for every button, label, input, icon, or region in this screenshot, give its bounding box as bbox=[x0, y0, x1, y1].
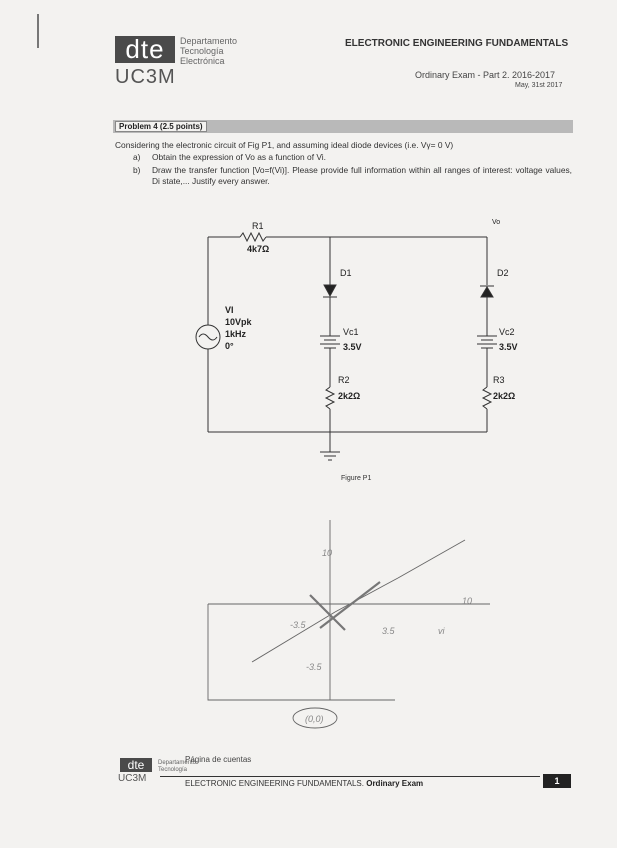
d1-name: D1 bbox=[340, 268, 352, 278]
logo-department: Departamento Tecnología Electrónica bbox=[180, 36, 238, 66]
course-title: ELECTRONIC ENGINEERING FUNDAMENTALS bbox=[345, 38, 569, 49]
footer-dte-logo: dte bbox=[120, 758, 152, 772]
item-a-marker: a) bbox=[133, 152, 141, 162]
r3-name: R3 bbox=[493, 375, 505, 385]
vi-amplitude: 10Vpk bbox=[225, 317, 252, 327]
uc3m-logo: UC3M bbox=[115, 66, 176, 88]
vi-frequency: 1kHz bbox=[225, 329, 247, 339]
exam-date: May, 31st 2017 bbox=[515, 82, 563, 89]
sketch-ann-3-5: 3.5 bbox=[382, 626, 395, 636]
sketch-ann-origin: (0,0) bbox=[305, 714, 324, 724]
sketch-ann-minus-3-5b: -3.5 bbox=[306, 662, 322, 672]
vc1-name: Vc1 bbox=[343, 327, 359, 337]
vc2-value: 3.5V bbox=[499, 342, 518, 352]
r1-value: 4k7Ω bbox=[247, 244, 270, 254]
vo-label: Vo bbox=[492, 219, 501, 226]
page-number: 1 bbox=[543, 774, 571, 788]
vc1-value: 3.5V bbox=[343, 342, 362, 352]
vi-phase: 0° bbox=[225, 341, 234, 351]
footer-uc3m-logo: UC3M bbox=[118, 773, 147, 784]
footer-divider bbox=[160, 776, 540, 777]
problem-label: Problem 4 (2.5 points) bbox=[115, 121, 207, 132]
d2-name: D2 bbox=[497, 268, 509, 278]
footer-department: Departamento Tecnología bbox=[158, 760, 197, 773]
sketch-ann-10: 10 bbox=[322, 548, 333, 558]
item-b-marker: b) bbox=[133, 165, 141, 175]
dte-logo: dte bbox=[115, 36, 175, 63]
r2-name: R2 bbox=[338, 375, 350, 385]
sketch-ann-10-right: 10 bbox=[462, 596, 473, 606]
item-b-text: Draw the transfer function [Vo=f(Vi)]. Please provide full information within all ranges of interest: voltage values, Di state,... Justify every answer. bbox=[152, 165, 572, 186]
item-a-text: Obtain the expression of Vo as a function of Vi. bbox=[152, 152, 326, 162]
vi-name: VI bbox=[225, 305, 234, 315]
footer-title: ELECTRONIC ENGINEERING FUNDAMENTALS. Ordinary Exam bbox=[185, 779, 424, 788]
figure-caption: Figure P1 bbox=[341, 475, 372, 482]
problem-intro: Considering the electronic circuit of Fig P1, and assuming ideal diode devices (i.e. Vγ= 0 V) bbox=[115, 140, 454, 150]
exam-line: Ordinary Exam - Part 2. 2016-2017 bbox=[415, 70, 556, 80]
r3-value: 2k2Ω bbox=[493, 391, 516, 401]
sketch-ann-vi: vi bbox=[438, 626, 445, 636]
handwritten-sketch bbox=[208, 520, 490, 728]
r1-name: R1 bbox=[252, 221, 264, 231]
r2-value: 2k2Ω bbox=[338, 391, 361, 401]
vc2-name: Vc2 bbox=[499, 327, 515, 337]
sketch-ann-minus-3-5: -3.5 bbox=[290, 620, 306, 630]
footer-note: Página de cuentas bbox=[185, 755, 252, 764]
